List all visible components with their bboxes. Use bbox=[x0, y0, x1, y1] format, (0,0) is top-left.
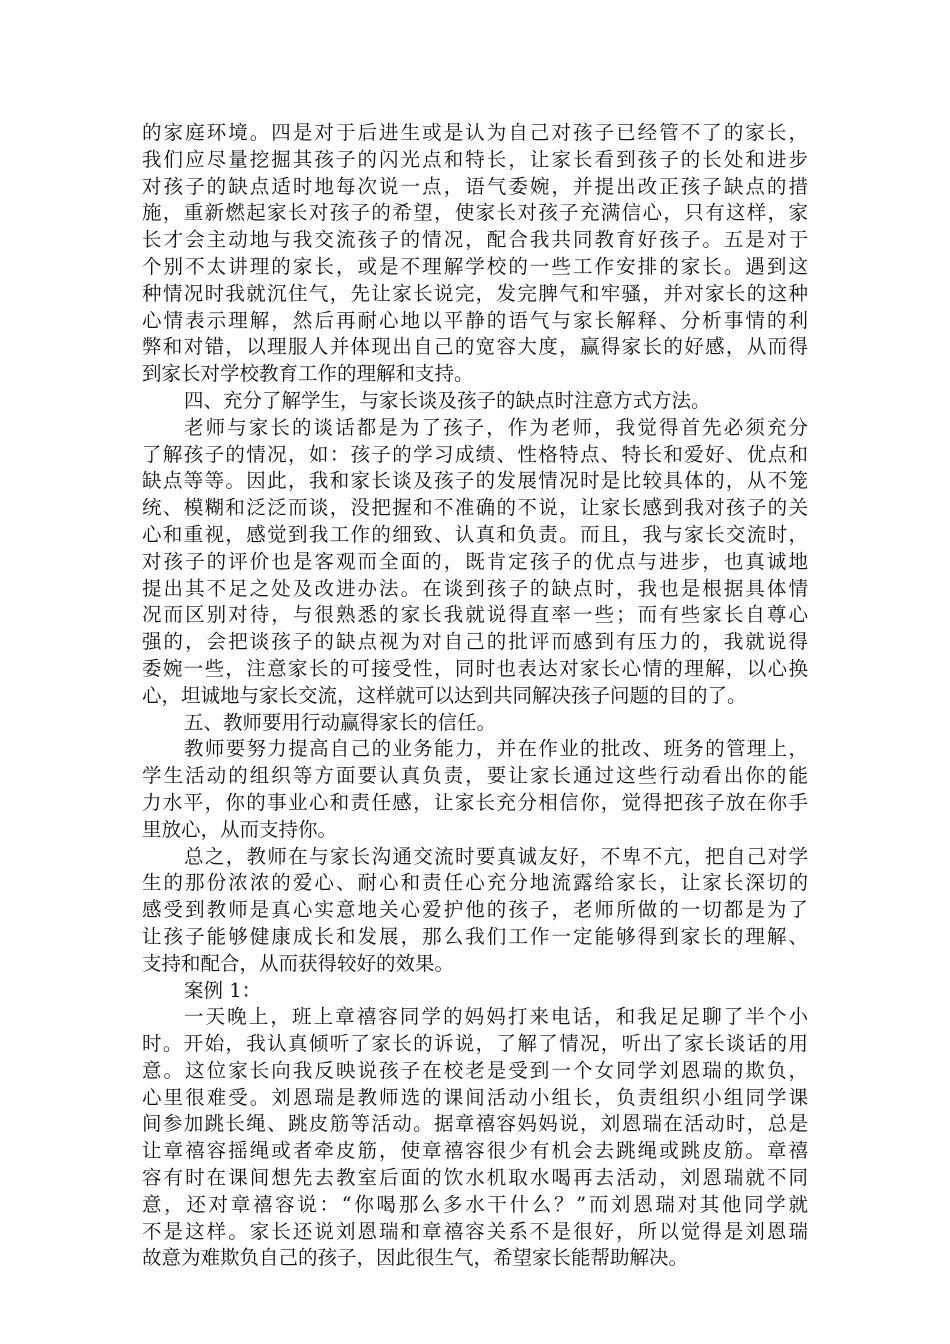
text-line: 容有时在课间想先去教室后面的饮水机取水喝再去活动，刘恩瑞就不同 bbox=[142, 1166, 808, 1190]
text-line: 况而区别对待，与很熟悉的家长我就说得直率一些；而有些家长自尊心 bbox=[142, 603, 808, 627]
text-line: 一天晚上，班上章禧容同学的妈妈打来电话，和我足足聊了半个小 bbox=[184, 1005, 808, 1029]
document-body bbox=[142, 120, 808, 1272]
text-line: 我们应尽量挖掘其孩子的闪光点和特长，让家长看到孩子的长处和进步 bbox=[142, 147, 808, 171]
text-line: 委婉一些，注意家长的可接受性，同时也表达对家长心情的理解，以心换 bbox=[142, 656, 808, 680]
text-line: 间参加跳长绳、跳皮筋等活动。据章禧容妈妈说，刘恩瑞在活动时，总是 bbox=[142, 1112, 808, 1136]
text-line: 教师要努力提高自己的业务能力，并在作业的批改、班务的管理上， bbox=[184, 737, 808, 761]
text-line: 统、模糊和泛泛而谈，没把握和不准确的不说，让家长感到我对孩子的关 bbox=[142, 496, 808, 520]
text-line: 四、充分了解学生，与家长谈及孩子的缺点时注意方式方法。 bbox=[184, 388, 711, 412]
text-line: 意。这位家长向我反映说孩子在校老是受到一个女同学刘恩瑞的欺负， bbox=[142, 1058, 808, 1082]
text-line: 心情表示理解，然后再耐心地以平静的语气与家长解释、分析事情的利 bbox=[142, 308, 808, 332]
text-line: 时。开始，我认真倾听了家长的诉说，了解了情况，听出了家长谈话的用 bbox=[142, 1032, 808, 1056]
text-line: 心里很难受。刘恩瑞是教师选的课间活动小组长，负责组织小组同学课 bbox=[142, 1085, 808, 1109]
text-line: 个别不太讲理的家长，或是不理解学校的一些工作安排的家长。遇到这 bbox=[142, 254, 808, 278]
text-line: 力水平，你的事业心和责任感，让家长充分相信你，觉得把孩子放在你手 bbox=[142, 790, 808, 814]
text-line: 提出其不足之处及改进办法。在谈到孩子的缺点时，我也是根据具体情 bbox=[142, 576, 808, 600]
text-line: 心，坦诚地与家长交流，这样就可以达到共同解决孩子问题的目的了。 bbox=[142, 683, 747, 707]
text-line: 让孩子能够健康成长和发展，那么我们工作一定能够得到家长的理解、 bbox=[142, 924, 808, 948]
text-line: 种情况时我就沉住气，先让家长说完，发完脾气和牢骚，并对家长的这种 bbox=[142, 281, 808, 305]
text-line: 不是这样。家长还说刘恩瑞和章禧容关系不是很好，所以觉得是刘恩瑞 bbox=[142, 1219, 808, 1243]
text-line: 里放心，从而支持你。 bbox=[142, 817, 338, 841]
text-line: 强的，会把谈孩子的缺点视为对自己的批评而感到有压力的，我就说得 bbox=[142, 630, 808, 654]
text-line: 学生活动的组织等方面要认真负责，要让家长通过这些行动看出你的能 bbox=[142, 764, 808, 788]
text-line: 感受到教师是真心实意地关心爱护他的孩子，老师所做的一切都是为了 bbox=[142, 898, 808, 922]
text-line: 弊和对错，以理服人并体现出自己的宽容大度，赢得家长的好感，从而得 bbox=[142, 335, 808, 359]
text-line: 支持和配合，从而获得较好的效果。 bbox=[142, 951, 455, 975]
text-line: 对孩子的评价也是客观而全面的，既肯定孩子的优点与进步，也真诚地 bbox=[142, 549, 808, 573]
text-line: 五、教师要用行动赢得家长的信任。 bbox=[184, 710, 497, 734]
text-line: 长才会主动地与我交流孩子的情况，配合我共同教育好孩子。五是对于 bbox=[142, 228, 808, 252]
text-line: 意，还对章禧容说：“你喝那么多水干什么？”而刘恩瑞对其他同学就 bbox=[142, 1192, 808, 1216]
text-line: 对孩子的缺点适时地每次说一点，语气委婉，并提出改正孩子缺点的措 bbox=[142, 174, 808, 198]
text-line: 了解孩子的情况，如：孩子的学习成绩、性格特点、特长和爱好、优点和 bbox=[142, 442, 808, 466]
text-line: 施，重新燃起家长对孩子的希望，使家长对孩子充满信心，只有这样，家 bbox=[142, 201, 808, 225]
text-line: 心和重视，感觉到我工作的细致、认真和负责。而且，我与家长交流时， bbox=[142, 522, 808, 546]
text-line: 故意为难欺负自己的孩子，因此很生气，希望家长能帮助解决。 bbox=[142, 1246, 689, 1270]
text-line: 案例 1： bbox=[184, 978, 262, 1002]
text-line: 总之，教师在与家长沟通交流时要真诚友好，不卑不亢，把自己对学 bbox=[184, 844, 808, 868]
text-line: 到家长对学校教育工作的理解和支持。 bbox=[142, 362, 474, 386]
text-line: 老师与家长的谈话都是为了孩子，作为老师，我觉得首先必须充分 bbox=[184, 415, 808, 439]
text-line: 让章禧容摇绳或者牵皮筋，使章禧容很少有机会去跳绳或跳皮筋。章禧 bbox=[142, 1139, 808, 1163]
text-line: 的家庭环境。四是对于后进生或是认为自己对孩子已经管不了的家长， bbox=[142, 121, 808, 144]
text-line: 生的那份浓浓的爱心、耐心和责任心充分地流露给家长，让家长深切的 bbox=[142, 871, 808, 895]
text-line: 缺点等等。因此，我和家长谈及孩子的发展情况时是比较具体的，从不笼 bbox=[142, 469, 808, 493]
